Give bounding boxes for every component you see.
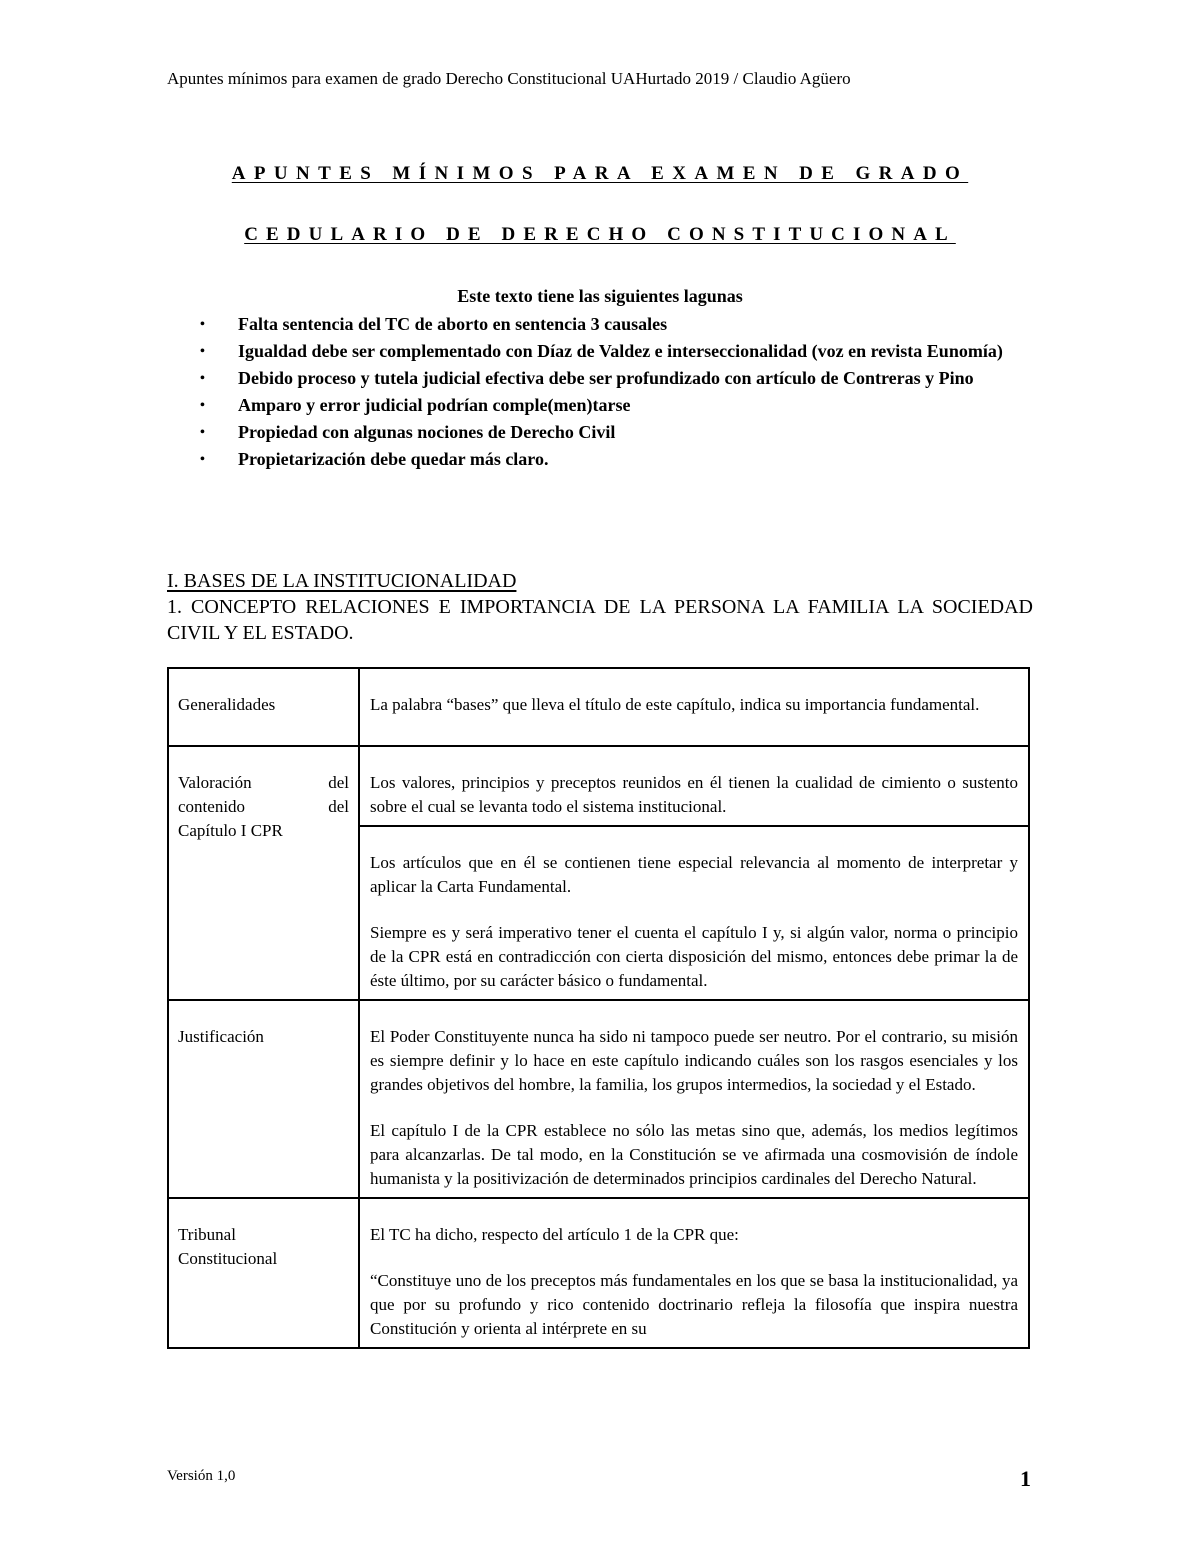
- list-item: • Igualdad debe ser complementado con Díaz de Valdez e interseccionalidad (voz en revista Eunomía): [200, 339, 1034, 364]
- main-title: APUNTES MÍNIMOS PARA EXAMEN DE GRADO: [231, 163, 969, 184]
- section-title: I. BASES DE LA INSTITUCIONALIDAD: [167, 570, 517, 592]
- row-content: El Poder Constituyente nunca ha sido ni tampoco puede ser neutro. Por el contrario, su misión es siempre definir y lo hace en este capítulo indicando cuáles son los rasgos esenciales y los grandes objetivos del hombre, la familia, los grupos intermedios, la sociedad y el Estado. El capítulo I de la CPR establece no sólo las metas sino que, además, los medios legítimos para alcanzarlas. De tal modo, en la Constitución se ve afirmada una cosmovisión de índole humanista y la positivización de determinados principios cardinales del Derecho Natural.: [359, 1000, 1029, 1198]
- cedulario-table: [167, 667, 1030, 1349]
- row-label: Valoración del contenido del Capítulo I CPR: [168, 746, 359, 1000]
- row-label: Generalidades: [168, 668, 359, 746]
- row-content: Los artículos que en él se contienen tiene especial relevancia al momento de interpretar y aplicar la Carta Fundamental. Siempre es y será imperativo tener el cuenta el capítulo I y, si algún valor, norma o principio de la CPR está en contradicción con cierta disposición del mismo, entonces debe primar la de éste último, por su carácter básico o fundamental.: [359, 826, 1029, 1000]
- row-label: Tribunal Constitucional: [168, 1198, 359, 1348]
- bullet-icon: •: [200, 371, 205, 386]
- row-content: La palabra “bases” que lleva el título de este capítulo, indica su importancia fundamental.: [359, 668, 1029, 746]
- gaps-list: [200, 312, 1034, 474]
- sub-title: CEDULARIO DE DERECHO CONSTITUCIONAL: [244, 224, 956, 245]
- list-item: • Propiedad con algunas nociones de Derecho Civil: [200, 420, 1034, 445]
- table-row: [168, 746, 1029, 826]
- subsection-title: 1. CONCEPTO RELACIONES E IMPORTANCIA DE LA PERSONA LA FAMILIA LA SOCIEDAD CIVIL Y EL ESTADO.: [167, 596, 1033, 644]
- gaps-heading: Este texto tiene las siguientes lagunas: [457, 286, 743, 306]
- page-number: 1: [1020, 1466, 1031, 1491]
- row-label: Justificación: [168, 1000, 359, 1198]
- row-content: El TC ha dicho, respecto del artículo 1 de la CPR que: “Constituye uno de los preceptos más fundamentales en los que se basa la institucionalidad, ya que por su profundo y rico contenido doctrinario refleja la filosofía que inspira nuestra Constitución y orienta al intérprete en su: [359, 1198, 1029, 1348]
- bullet-icon: •: [200, 425, 205, 440]
- table-row: [168, 1198, 1029, 1348]
- footer-version: Versión 1,0: [167, 1468, 236, 1484]
- table-row: [168, 668, 1029, 746]
- list-item: • Propietarización debe quedar más claro.: [200, 447, 1034, 472]
- table-row: [168, 1000, 1029, 1198]
- bullet-icon: •: [200, 317, 205, 332]
- bullet-icon: •: [200, 398, 205, 413]
- row-content: Los valores, principios y preceptos reunidos en él tienen la cualidad de cimiento o sustento sobre el cual se levanta todo el sistema institucional.: [359, 746, 1029, 826]
- list-item: • Amparo y error judicial podrían comple(men)tarse: [200, 393, 1034, 418]
- bullet-icon: •: [200, 344, 205, 359]
- list-item: • Falta sentencia del TC de aborto en sentencia 3 causales: [200, 312, 1034, 337]
- bullet-icon: •: [200, 452, 205, 467]
- running-header: Apuntes mínimos para examen de grado Derecho Constitucional UAHurtado 2019 / Claudio Agüero: [167, 69, 851, 88]
- list-item: • Debido proceso y tutela judicial efectiva debe ser profundizado con artículo de Contreras y Pino: [200, 366, 1034, 391]
